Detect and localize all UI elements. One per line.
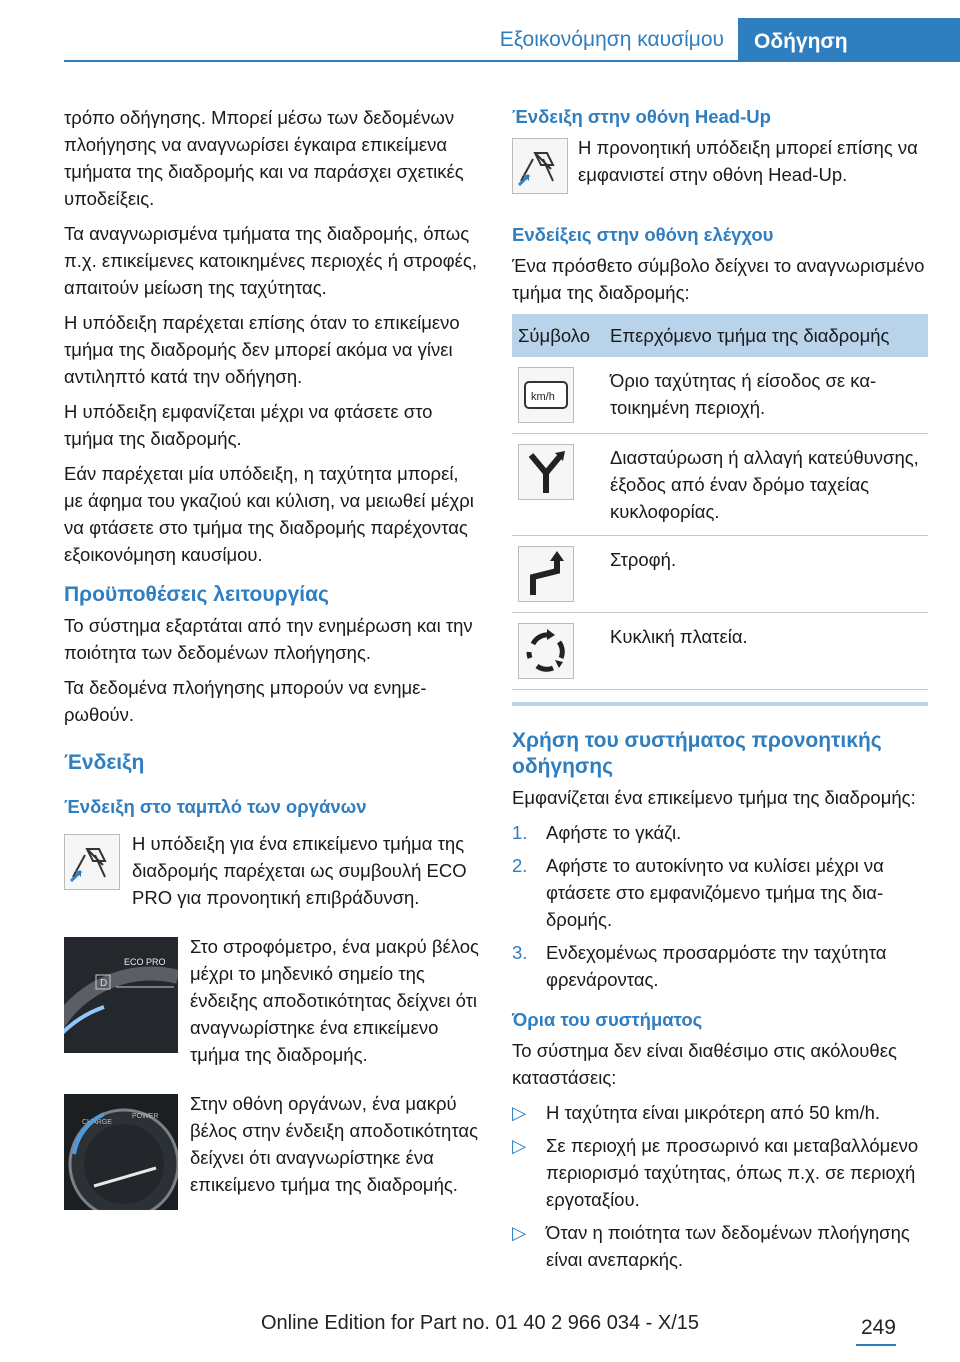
tachometer-text: Στο στροφόμετρο, ένα μακρύ βέλος μέχρι το μηδενικό σημείο της ένδειξης αποδοτικότητας δείχνει ότι αναγνωρίστηκε ένα επικείμενο τμήμα της διαδρομής. [190,936,479,1065]
eco-pro-label: ECO PRO [124,957,166,967]
table-cell: Κυκλική πλατεία. [604,613,928,690]
hud-text: Η προνοητική υπόδειξη μπορεί επίσης να εμφανιστεί στην οθόνη Head-Up. [578,137,918,185]
heading-instrument-cluster: Ένδειξη στο ταμπλό των οργάνων [64,796,367,817]
table-cell: Στροφή. [604,536,928,613]
symbols-table [512,314,928,690]
table-cell: Διασταύρωση ή αλλαγή κατεύθυνσης, έξοδος από έναν δρόμο ταχείας κυκλοφορίας. [604,434,928,536]
table-row [512,434,928,536]
heading-head-up: Ένδειξη στην οθόνη Head-Up [512,106,771,127]
page-number: 249 [860,1316,896,1339]
paragraph: Το σύστημα εξαρτάται από την ενημέρωση και την ποιότητα των δεδομένων πλοήγησης. [64,615,473,663]
tachometer-eco-pro-photo [64,937,178,1053]
steps-list [512,819,928,993]
paragraph: τρόπο οδήγησης. Μπορεί μέσω των δεδομένων πλοήγησης να αναγνωρίσει έγκαιρα επικείμενα τμήματα της διαδρομής και να παράσχει σχετικές υποδείξεις. [64,107,464,209]
table-row [512,613,928,690]
cluster-text: Η υπόδειξη για ένα επικείμενο τμήμα της διαδρομής παρέχεται ως συμβουλή ECO PRO για προνοητική επιβράδυνση. [132,833,467,908]
head-up-hint-icon [512,138,568,194]
paragraph: Τα δεδομένα πλοήγησης μπορούν να ενημερωθούν. [64,677,427,725]
table-row [512,357,928,434]
right-column [512,104,928,1281]
paragraph: Εάν παρέχεται μία υπόδειξη, η ταχύτητα μπορεί, με άφημα του γκαζιού και κύλιση, να μειωθεί μέχρι να φτάσετε στο τμήμα της διαδρομής παρέχοντας εξοικονόμηση καυσίμου. [64,463,474,565]
header-section-title: Εξοικονόμηση καυσίμου [499,28,724,51]
paragraph-cluster [64,830,482,911]
table-row [512,536,928,613]
curve-icon [518,546,574,602]
section-divider [512,702,928,706]
list-item: 3. Ενδεχομένως προσαρμόστε την ταχύτητα φρενάροντας. [512,942,887,990]
list-item: ▷ Η ταχύτητα είναι μικρότερη από 50 km/h. [512,1099,928,1126]
charge-label: CHARGE [82,1119,112,1126]
list-item: ▷ Σε περιοχή με προσωρινό και μεταβαλλόμενο περιορισμό ταχύτητας, όπως π.χ. σε περιοχή εργοταξίου. [512,1132,928,1213]
list-item: 1. Αφήστε το γκάζι. [512,822,682,843]
paragraph: Ένα πρόσθετο σύμβολο δείχνει το αναγνωρισμένο τμήμα της διαδρομής: [512,255,925,303]
list-item: 2. Αφήστε το αυτοκίνητο να κυλίσει μέχρι να φτάσετε στο εμφανιζόμενο τμήμα της διαδρομής. [512,855,884,930]
gear-indicator: D [100,978,108,989]
anticipatory-hint-icon [64,834,120,890]
heading-system-limits: Όρια του συστήματος [512,1009,703,1030]
table-header-section: Επερχόμενο τμήμα της διαδρομής [604,314,928,357]
left-column [64,104,482,1212]
table-header-symbol: Σύμβολο [512,314,604,357]
paragraph-tachometer [64,933,482,1068]
paragraph: Τα αναγνωρισμένα τμήματα της διαδρομής, όπως π.χ. επικείμενες κατοικημένες περιοχές ή στροφές, απαιτούν μείωση της ταχύτητας. [64,223,477,298]
heading-display: Ένδειξη [64,751,145,774]
paragraph-instrument-display [64,1090,482,1198]
header-chapter-tab: Οδήγηση [738,18,960,62]
roundabout-icon [518,623,574,679]
paragraph: Το σύστημα δεν είναι διαθέσιμο στις ακόλουθες καταστάσεις: [512,1040,897,1088]
page-header [0,0,960,62]
instrument-display-photo [64,1094,178,1210]
paragraph-hud [512,134,928,188]
limits-list [512,1099,928,1273]
heading-using-system: Χρήση του συστήματος προνοητικής οδήγησης [512,729,882,778]
heading-prerequisites: Προϋποθέσεις λειτουργίας [64,583,329,606]
power-label: POWER [132,1113,159,1120]
junction-icon [518,444,574,500]
paragraph: Η υπόδειξη παρέχεται επίσης όταν το επικείμενο τμήμα της διαδρομής δεν μπορεί ακόμα να γίνει αντιληπτό κατά την οδήγηση. [64,312,460,387]
speed-limit-kmh-icon [518,367,574,423]
list-item: ▷ Όταν η ποιότητα των δεδομένων πλοήγησης είναι ανεπαρκής. [512,1219,928,1273]
page-number-rule [856,1344,896,1346]
svg-text:km/h: km/h [531,391,555,403]
footer-edition: Online Edition for Part no. 01 40 2 966 034 - X/15 [260,1312,700,1334]
bullet-arrow-icon: ▷ [512,1222,527,1243]
table-cell: Όριο ταχύτητας ή είσοδος σε κατοικημένη περιοχή. [604,357,928,434]
header-rule [64,60,960,62]
bullet-arrow-icon: ▷ [512,1135,527,1156]
paragraph: Εμφανίζεται ένα επικείμενο τμήμα της διαδρομής: [512,787,916,808]
bullet-arrow-icon: ▷ [512,1102,527,1123]
paragraph: Η υπόδειξη εμφανίζεται μέχρι να φτάσετε στο τμήμα της διαδρομής. [64,401,433,449]
heading-control-display: Ενδείξεις στην οθόνη ελέγχου [512,224,774,245]
instrument-display-text: Στην οθόνη οργάνων, ένα μακρύ βέλος στην ένδειξη αποδοτικότητας δείχνει ότι αναγνωρίστηκε ένα επικείμενο τμήμα της διαδρομής. [190,1093,479,1195]
